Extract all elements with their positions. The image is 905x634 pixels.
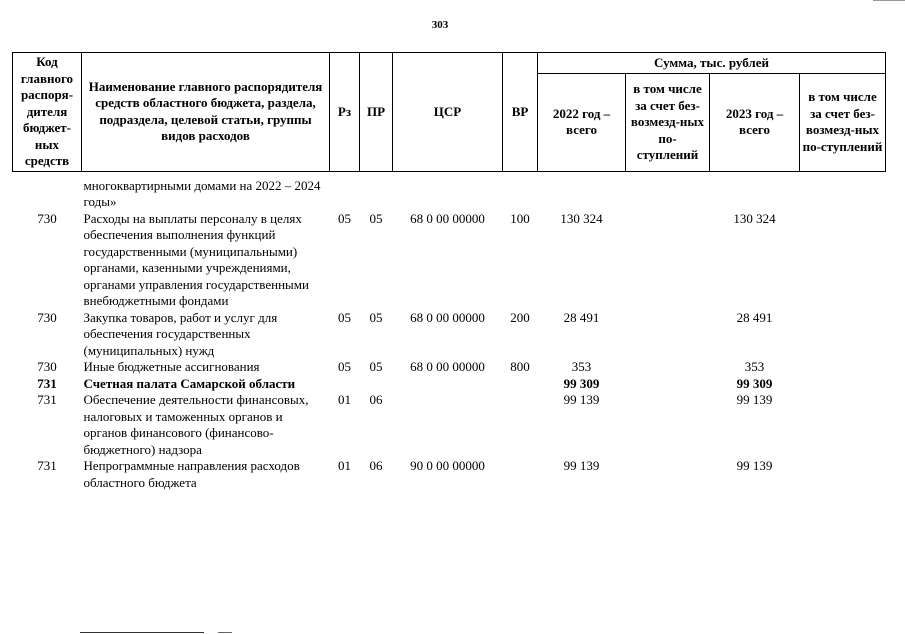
footnote-rule-fragment: [218, 632, 232, 633]
row-rz: 01: [338, 392, 351, 407]
row-rz: 05: [338, 309, 351, 325]
row-2023: 99 309: [736, 375, 773, 391]
row-csr: 90 0 00 00000: [410, 458, 485, 473]
row-rz: 05: [338, 359, 351, 374]
top-edge-rule: [873, 0, 905, 1]
header-sum-group: Сумма, тыс. рублей: [538, 53, 886, 74]
row-2022: 99 139: [563, 392, 600, 407]
row-2022: 130 324: [560, 210, 603, 226]
row-2023: [710, 178, 800, 211]
row-csr: 68 0 00 00000: [410, 359, 485, 374]
row-2022: [538, 178, 626, 211]
row-rz: 05: [338, 210, 351, 226]
row-2023: 99 139: [736, 392, 773, 407]
row-vr: 200: [510, 309, 530, 325]
header-2023-free: в том числе за счет без-возмезд-ных по-ступлений: [800, 74, 886, 172]
table-body: [13, 171, 886, 491]
row-code: [13, 178, 82, 211]
row-2023-free: [800, 359, 886, 376]
row-pr: 06: [369, 458, 383, 473]
row-2023-free: [800, 458, 886, 491]
row-pr: 05: [369, 359, 383, 374]
row-code: 731: [37, 392, 57, 407]
table-row: [13, 458, 886, 491]
row-name: Обеспечение деятельности финансовых, налоговых и таможенных органов и органов финансового (финансово-бюджетного) надзора: [83, 392, 309, 457]
row-code: 730: [37, 210, 57, 226]
row-csr: [393, 376, 503, 393]
row-vr: 800: [510, 359, 530, 374]
header-csr: ЦСР: [393, 53, 503, 172]
row-name: Расходы на выплаты персоналу в целях обеспечения выполнения функций государственными (муниципальными) органами, казенными учреждениями, органами управления государственными внебюджетными фондами: [83, 210, 309, 308]
row-name: Закупка товаров, работ и услуг для обеспечения государственных (муниципальных) нужд: [83, 309, 278, 358]
row-csr: [393, 392, 503, 458]
header-pr: ПР: [360, 53, 393, 172]
row-rz: 01: [338, 458, 351, 473]
row-2023-free: [800, 310, 886, 360]
row-pr: 05: [369, 309, 383, 325]
row-name: Счетная палата Самарской области: [83, 375, 296, 391]
row-2023-free: [800, 211, 886, 310]
header-name: Наименование главного распорядителя средств областного бюджета, раздела, подраздела, целевой статьи, группы видов расходов: [82, 53, 330, 172]
table-row: [13, 359, 886, 376]
row-2022-free: [626, 211, 710, 310]
row-2023-free: [800, 392, 886, 458]
footnote-rule: [80, 632, 204, 633]
row-csr: [393, 178, 503, 211]
row-vr: [503, 376, 538, 393]
row-2022: 99 139: [563, 458, 600, 473]
row-code: 730: [37, 359, 57, 374]
row-code: 731: [37, 458, 57, 473]
row-vr: [503, 392, 538, 458]
row-pr: [360, 376, 393, 393]
row-code: 731: [37, 375, 57, 391]
row-pr: [360, 178, 393, 211]
row-2022-free: [626, 310, 710, 360]
table-row: [13, 310, 886, 360]
row-rz: [330, 376, 360, 393]
row-2022-free: [626, 178, 710, 211]
row-2022: 353: [571, 359, 592, 374]
header-code: Код главного распоря-дителя бюджет-ных средств: [13, 53, 82, 172]
row-2022-free: [626, 458, 710, 491]
row-csr: 68 0 00 00000: [410, 309, 485, 325]
row-2022: 99 309: [563, 375, 600, 391]
table-header: [13, 53, 886, 172]
header-rz: Рз: [330, 53, 360, 172]
row-name: Иные бюджетные ассигнования: [83, 359, 260, 374]
row-pr: 06: [369, 392, 383, 407]
table-row: [13, 178, 886, 211]
row-2022-free: [626, 392, 710, 458]
table-row: [13, 211, 886, 310]
header-2022-total: 2022 год – всего: [538, 74, 626, 172]
page-number: 303: [431, 19, 449, 31]
row-csr: 68 0 00 00000: [410, 210, 485, 226]
row-vr: 100: [510, 210, 530, 226]
row-2022-free: [626, 376, 710, 393]
header-vr: ВР: [503, 53, 538, 172]
table-row-bold: [13, 376, 886, 393]
row-name: Непрограммные направления расходов областного бюджета: [83, 458, 300, 490]
row-2022: 28 491: [563, 309, 600, 325]
header-2022-free: в том числе за счет без-возмезд-ных по-ступлений: [626, 74, 710, 172]
row-2023: 99 139: [736, 458, 773, 473]
budget-table: [12, 52, 886, 491]
row-2023-free: [800, 178, 886, 211]
row-pr: 05: [369, 210, 383, 226]
row-name: многоквартирными домами на 2022 – 2024 годы»: [83, 177, 321, 209]
header-2023-total: 2023 год – всего: [710, 74, 800, 172]
row-code: 730: [37, 309, 57, 325]
row-vr: [503, 178, 538, 211]
row-rz: [330, 178, 360, 211]
row-2023-free: [800, 376, 886, 393]
row-2023: 130 324: [733, 210, 776, 226]
table-row: [13, 392, 886, 458]
row-2023: 353: [744, 359, 765, 374]
row-2023: 28 491: [736, 309, 773, 325]
row-2022-free: [626, 359, 710, 376]
row-vr: [503, 458, 538, 491]
